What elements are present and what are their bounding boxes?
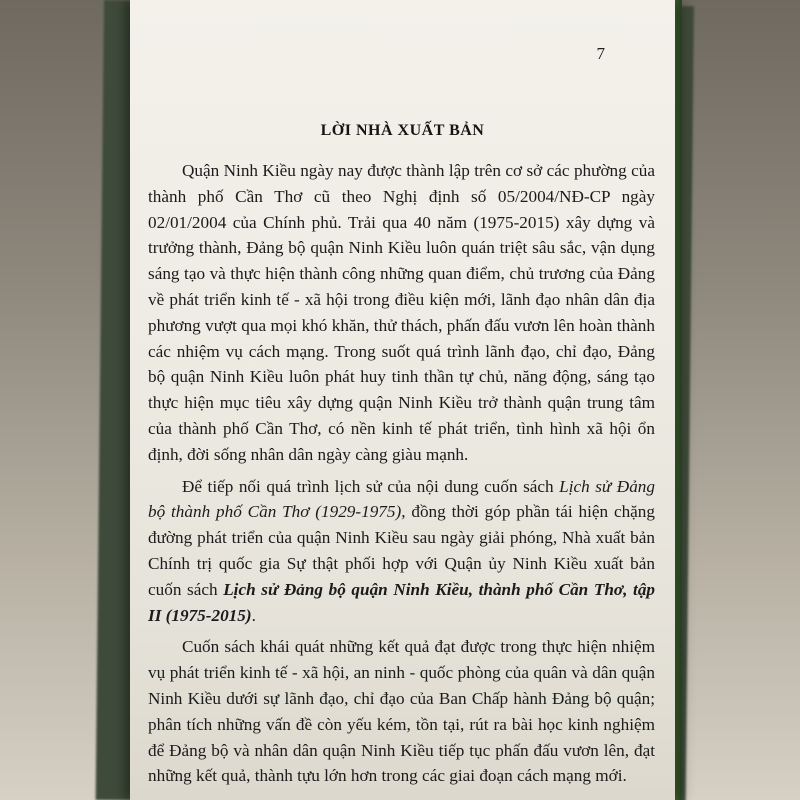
page-number: 7	[596, 44, 605, 63]
book-reference-2: Lịch sử Đảng bộ quận Ninh Kiều, thành phố Cần Thơ, tập II (1975-2015)	[148, 579, 656, 625]
paragraph-2	[148, 474, 655, 629]
paragraph-2-text-e: .	[251, 605, 256, 625]
paragraph-2-text-a: Để tiếp nối quá trình lịch sử của nội dung cuốn sách	[182, 476, 560, 496]
paragraph-2-text-c: , đồng thời góp phần tái hiện chặng đường phát triển của quận Ninh Kiều sau ngày giải phóng, Nhà xuất bản Chính trị quốc gia Sự thật phối hợp với Quận ủy Ninh Kiều xuất bản cuốn sách	[148, 502, 655, 599]
paragraph-3: Cuốn sách khái quát những kết quả đạt được trong thực hiện nhiệm vụ phát triển kinh tế - xã hội, an ninh - quốc phòng của quân và dân quận Ninh Kiều dưới sự lãnh đạo, chỉ đạo của Ban Chấp hành Đảng bộ quận; phân tích những vấn đề còn yếu kém, tồn tại, rút ra bài học kinh nghiệm để Đảng bộ và nhân dân quận Ninh Kiều tiếp tục phấn đấu vươn lên, đạt những kết quả, thành tựu lớn hơn trong các giai đoạn cách mạng mới.	[148, 637, 655, 786]
page-title: LỜI NHÀ XUẤT BẢN	[320, 122, 485, 139]
paragraph-1: Quận Ninh Kiều ngày nay được thành lập trên cơ sở các phường của thành phố Cần Thơ cũ theo Nghị định số 05/2004/NĐ-CP ngày 02/01/2004 của Chính phủ. Trải qua 40 năm (1975-2015) xây dựng và trưởng thành, Đảng bộ quận Ninh Kiều luôn quán triệt sâu sắc, vận dụng sáng tạo và thực hiện thành công những quan điểm, chủ trương của Đảng về phát triển kinh tế - xã hội trong điều kiện mới, lãnh đạo nhân dân địa phương vượt qua mọi khó khăn, thử thách, phấn đấu vươn lên hoàn thành các nhiệm vụ cách mạng. Trong suốt quá trình lãnh đạo, chỉ đạo, Đảng bộ quận Ninh Kiều luôn phát huy tinh thần tự chủ, năng động, sáng tạo thực hiện mục tiêu xây dựng quận Ninh Kiều trở thành quận trung tâm của thành phố Cần Thơ, có nền kinh tế phát triển, tình hình xã hội ổn định, đời sống nhân dân ngày càng giàu mạnh.	[148, 161, 655, 464]
page-content	[148, 158, 655, 793]
book-reference-1: Lịch sử Đảng bộ thành phố Cần Thơ (1929-1975)	[148, 476, 655, 522]
book-page	[130, 0, 675, 800]
